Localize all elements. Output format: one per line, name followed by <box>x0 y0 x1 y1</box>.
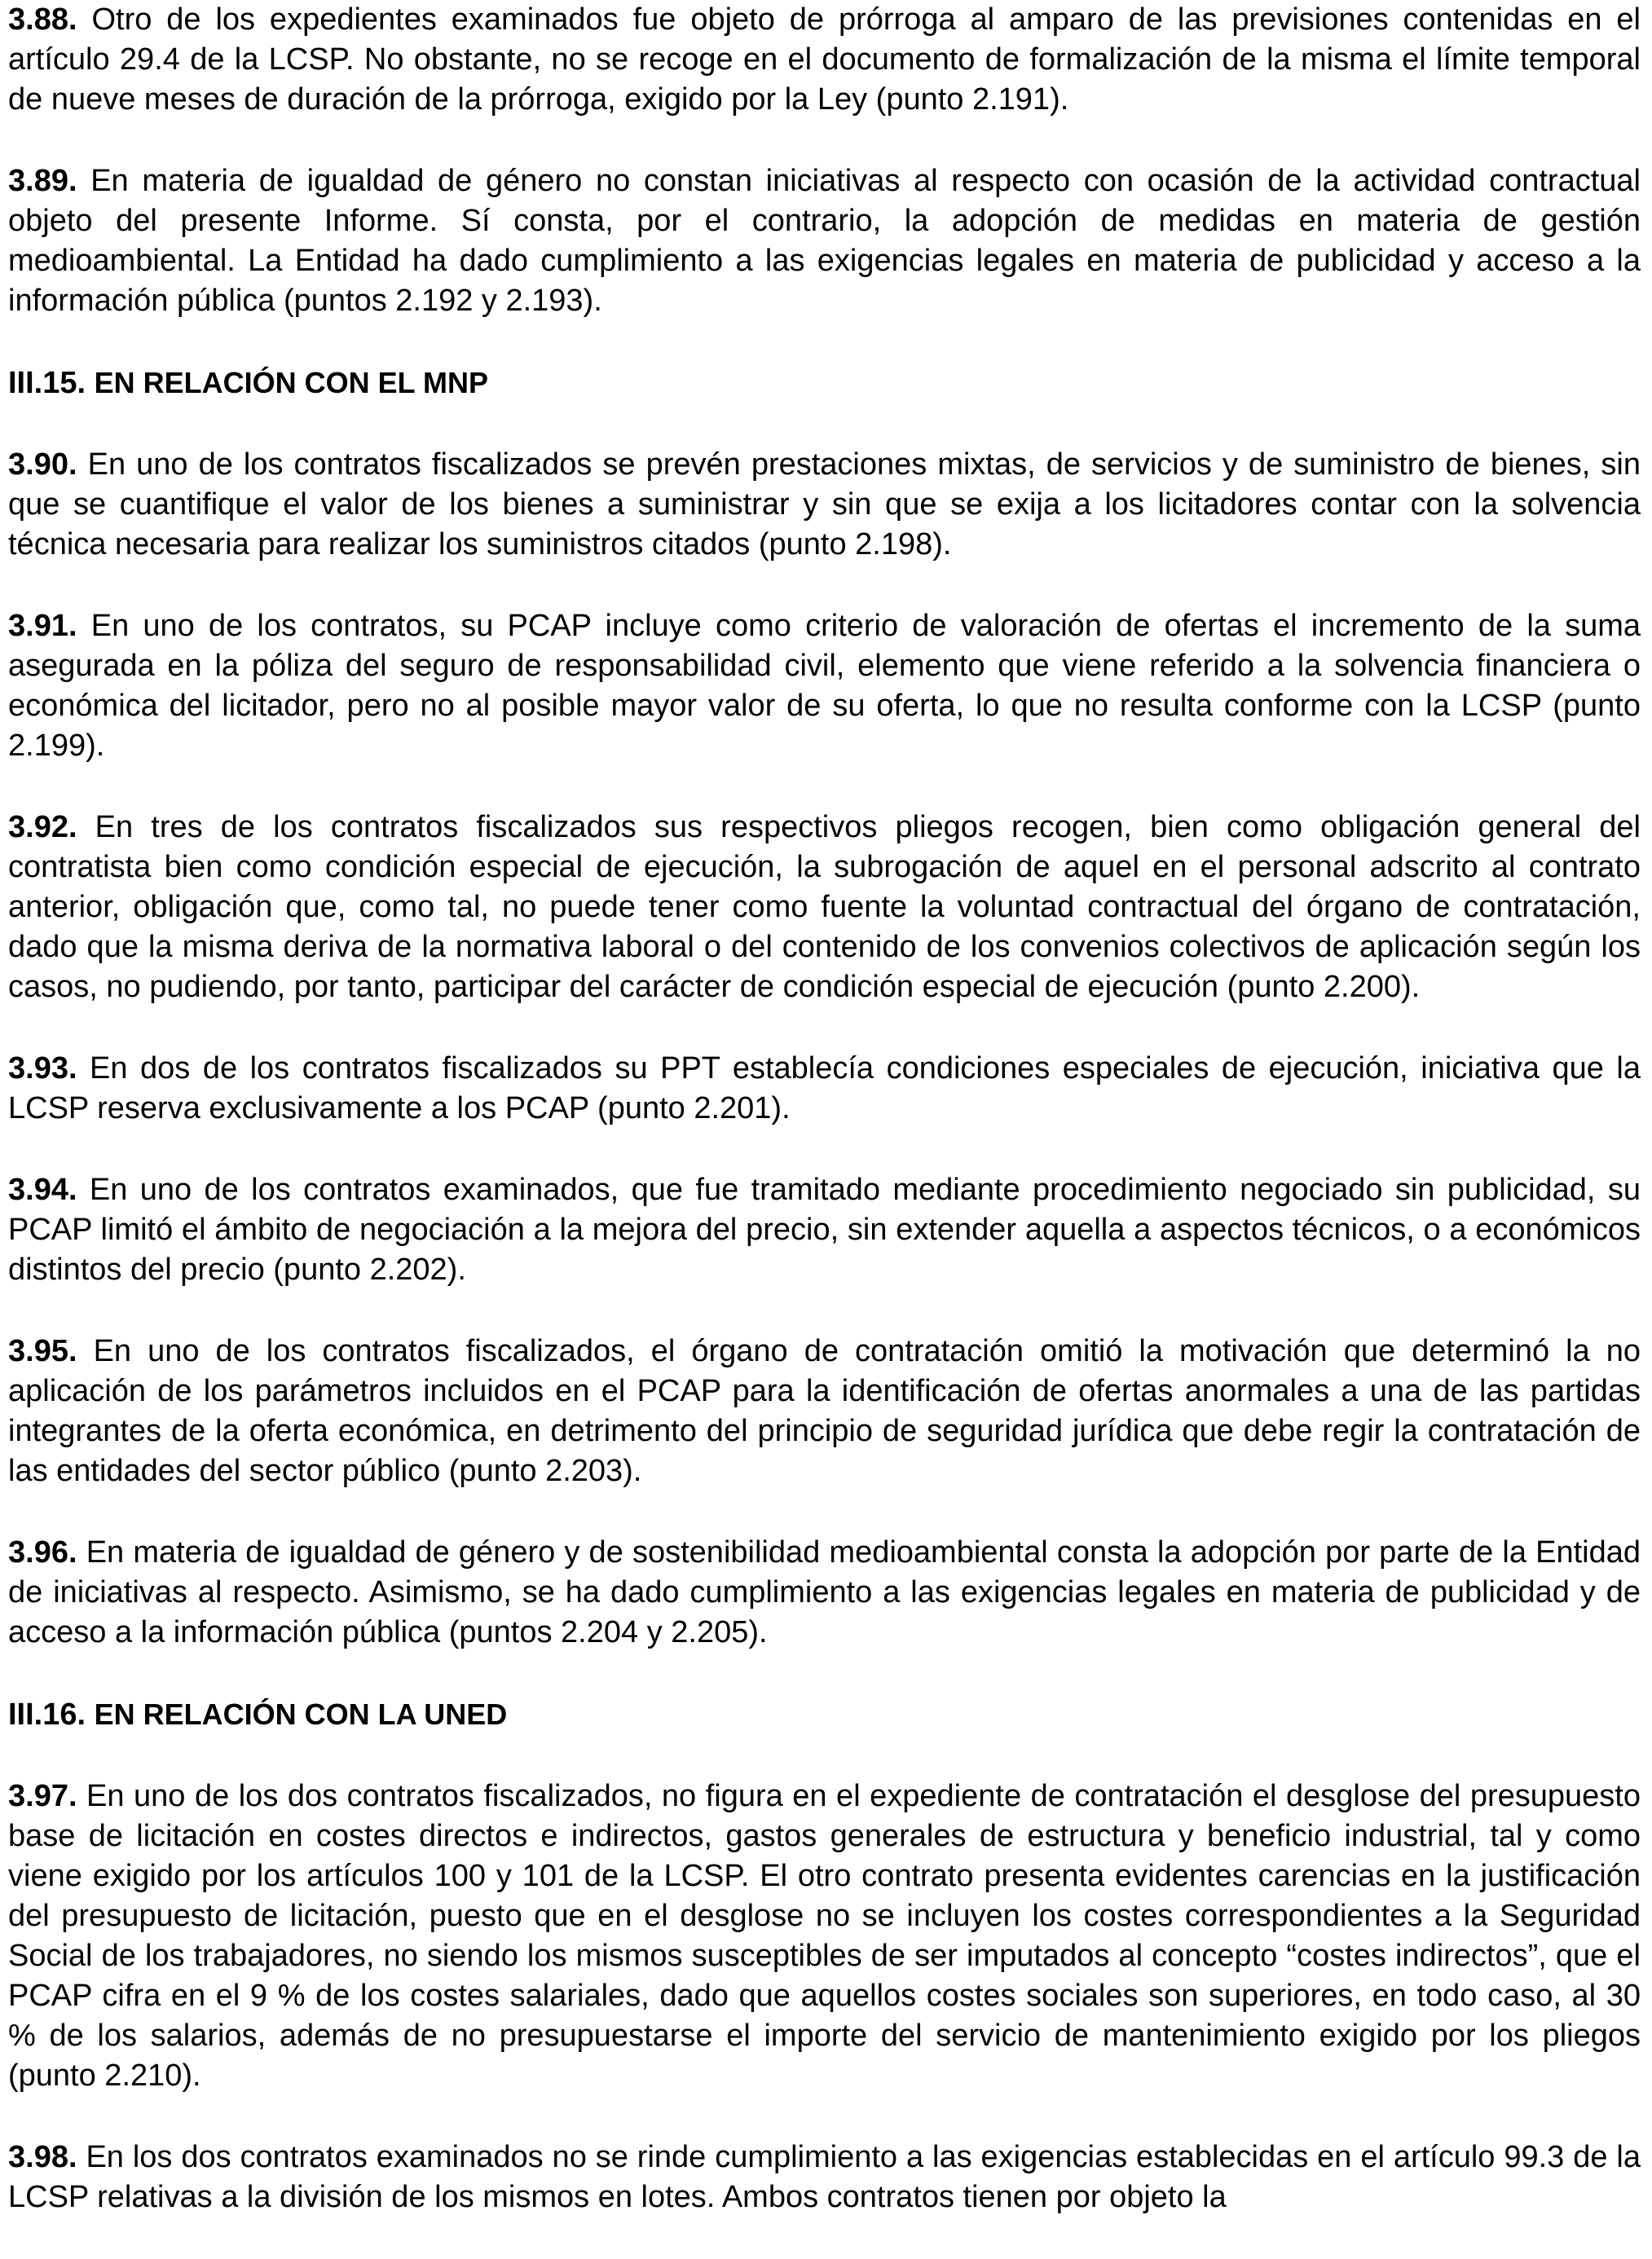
paragraph-number: 3.92. <box>8 810 77 844</box>
paragraph-number: 3.89. <box>8 164 77 198</box>
paragraph-3-89 <box>8 161 1641 321</box>
paragraph-text: En materia de igualdad de género no constan iniciativas al respecto con ocasión de la actividad contractual objeto del presente Informe. Sí consta, por el contrario, la adopción de medidas en materia de gestión medioambiental. La Entidad ha dado cumplimiento a las exigencias legales en materia de publicidad y acceso a la información pública (puntos 2.192 y 2.193). <box>8 164 1641 318</box>
paragraph-number: 3.88. <box>8 2 77 37</box>
paragraph-3-93 <box>8 1049 1641 1129</box>
paragraph-3-96 <box>8 1533 1641 1653</box>
paragraph-number: 3.91. <box>8 609 77 643</box>
section-title: EN RELACIÓN CON EL MNP <box>94 366 488 399</box>
paragraph-number: 3.94. <box>8 1173 77 1207</box>
paragraph-3-91 <box>8 606 1641 766</box>
section-number: III.15. <box>8 366 86 400</box>
paragraph-text: Otro de los expedientes examinados fue objeto de prórroga al amparo de las previsiones contenidas en el artículo 29.4 de la LCSP. No obstante, no se recoge en el documento de formalización de la misma el límite temporal de nueve meses de duración de la prórroga, exigido por la Ley (punto 2.191). <box>8 2 1641 117</box>
paragraph-number: 3.96. <box>8 1535 77 1570</box>
paragraph-text: En uno de los contratos, su PCAP incluye como criterio de valoración de ofertas el incremento de la suma asegurada en la póliza del seguro de responsabilidad civil, elemento que viene referido a la solvencia financiera o económica del licitador, pero no al posible mayor valor de su oferta, lo que no resulta conforme con la LCSP (punto 2.199). <box>8 609 1641 763</box>
paragraph-text: En uno de los contratos fiscalizados, el órgano de contratación omitió la motivación que determinó la no aplicación de los parámetros incluidos en el PCAP para la identificación de ofertas anormales a una de las partidas integrantes de la oferta económica, en detrimento del principio de seguridad jurídica que debe regir la contratación de las entidades del sector público (punto 2.203). <box>8 1334 1641 1488</box>
paragraph-number: 3.97. <box>8 1779 77 1813</box>
section-number: III.16. <box>8 1698 86 1732</box>
paragraph-text: En dos de los contratos fiscalizados su PPT establecía condiciones especiales de ejecución, iniciativa que la LCSP reserva exclusivamente a los PCAP (punto 2.201). <box>8 1051 1641 1125</box>
section-title: EN RELACIÓN CON LA UNED <box>94 1698 508 1731</box>
paragraph-number: 3.95. <box>8 1334 77 1368</box>
paragraph-text: En uno de los contratos fiscalizados se prevén prestaciones mixtas, de servicios y de suministro de bienes, sin que se cuantifique el valor de los bienes a suministrar y sin que se exija a los licitadores contar con la solvencia técnica necesaria para realizar los suministros citados (punto 2.198). <box>8 447 1641 561</box>
paragraph-number: 3.90. <box>8 447 77 482</box>
paragraph-number: 3.98. <box>8 2140 77 2174</box>
paragraph-text: En uno de los dos contratos fiscalizados, no figura en el expediente de contratación el desglose del presupuesto base de licitación en costes directos e indirectos, gastos generales de estructura y beneficio industrial, tal y como viene exigido por los artículos 100 y 101 de la LCSP. El otro contrato presenta evidentes carencias en la justificación del presupuesto de licitación, puesto que en el desglose no se incluyen los costes correspondientes a la Seguridad Social de los trabajadores, no siendo los mismos susceptibles de ser imputados al concepto “costes indirectos”, que el PCAP cifra en el 9 % de los costes salariales, dado que aquellos costes sociales son superiores, en todo caso, al 30 % de los salarios, además de no presupuestarse el importe del servicio de mantenimiento exigido por los pliegos (punto 2.210). <box>8 1779 1641 2093</box>
paragraph-3-90 <box>8 445 1641 565</box>
paragraph-3-92 <box>8 808 1641 1007</box>
paragraph-3-88 <box>8 0 1641 120</box>
section-heading-iii-16 <box>8 1694 1641 1735</box>
paragraph-text: En materia de igualdad de género y de sostenibilidad medioambiental consta la adopción por parte de la Entidad de iniciativas al respecto. Asimismo, se ha dado cumplimiento a las exigencias legales en materia de publicidad y de acceso a la información pública (puntos 2.204 y 2.205). <box>8 1535 1641 1649</box>
paragraph-3-98 <box>8 2138 1641 2217</box>
paragraph-text: En los dos contratos examinados no se rinde cumplimiento a las exigencias establecidas en el artículo 99.3 de la LCSP relativas a la división de los mismos en lotes. Ambos contratos tienen por objeto la <box>8 2140 1641 2214</box>
document-page <box>8 0 1641 2259</box>
paragraph-text: En tres de los contratos fiscalizados sus respectivos pliegos recogen, bien como obligación general del contratista bien como condición especial de ejecución, la subrogación de aquel en el personal adscrito al contrato anterior, obligación que, como tal, no puede tener como fuente la voluntad contractual del órgano de contratación, dado que la misma deriva de la normativa laboral o del contenido de los convenios colectivos de aplicación según los casos, no pudiendo, por tanto, participar del carácter de condición especial de ejecución (punto 2.200). <box>8 810 1641 1004</box>
section-heading-iii-15 <box>8 363 1641 403</box>
paragraph-text: En uno de los contratos examinados, que fue tramitado mediante procedimiento negociado sin publicidad, su PCAP limitó el ámbito de negociación a la mejora del precio, sin extender aquella a aspectos técnicos, o a económicos distintos del precio (punto 2.202). <box>8 1173 1641 1287</box>
paragraph-number: 3.93. <box>8 1051 77 1085</box>
paragraph-3-94 <box>8 1170 1641 1290</box>
paragraph-3-97 <box>8 1777 1641 2096</box>
paragraph-3-95 <box>8 1332 1641 1491</box>
